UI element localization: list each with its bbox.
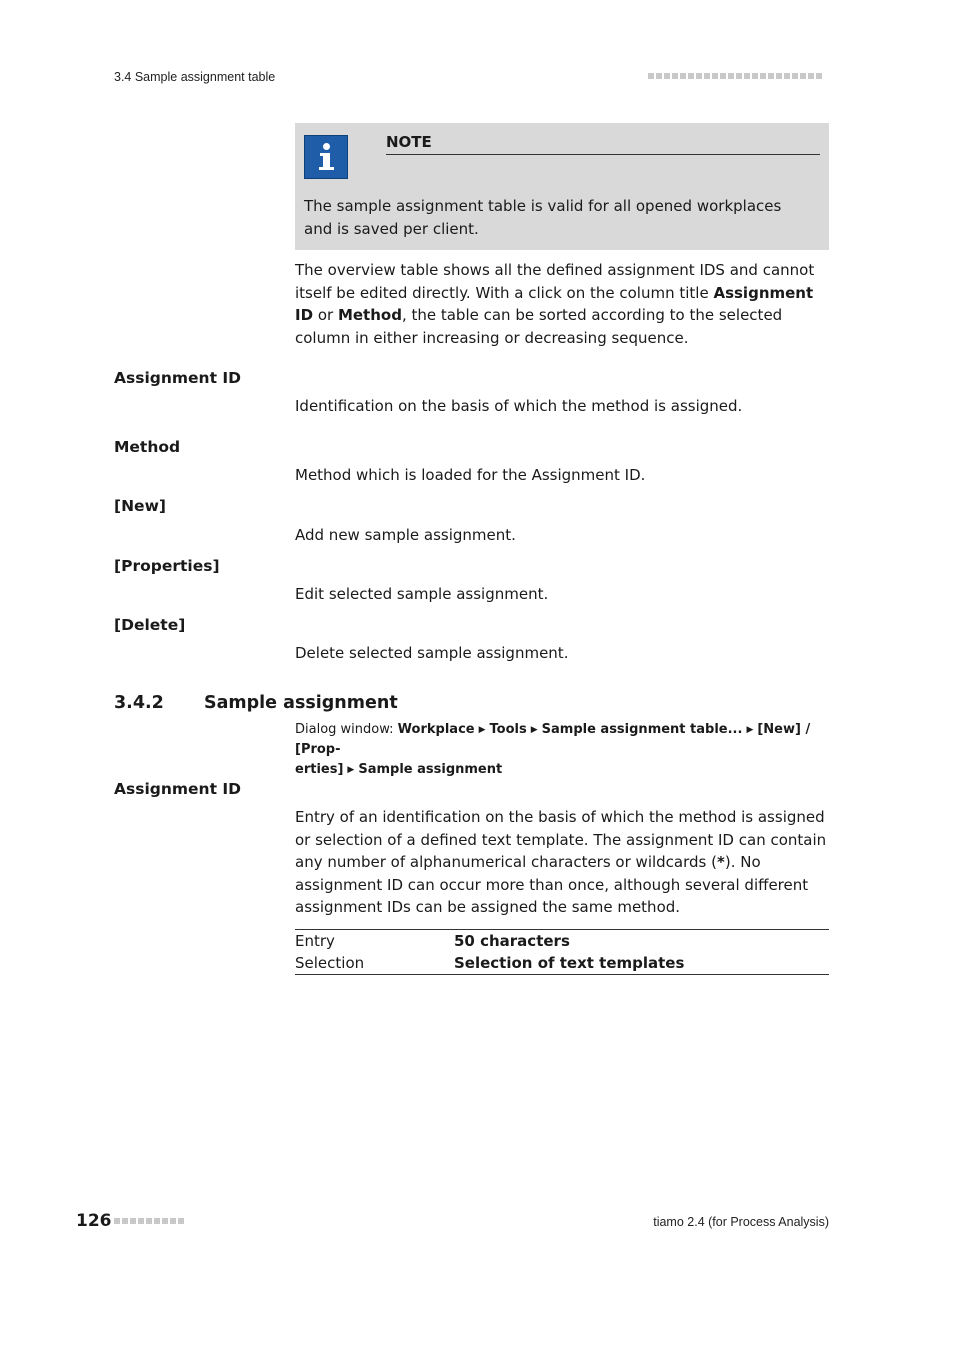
desc-sample-assignment-id: Entry of an identification on the basis of which the method is assigned or selection of a defined text template. The assignment ID can contain any number of alphanumerical characters or wildcards (*). No assignment ID can occur more than once, although several different assignment IDs can be assigned the same method. xyxy=(295,808,827,916)
section-number: 3.4.2 xyxy=(114,693,164,713)
term-new: [New] xyxy=(114,497,166,515)
table-row xyxy=(295,952,829,974)
note-text: The sample assignment table is valid for all opened workplaces and is saved per client. xyxy=(304,197,782,238)
running-header-section: 3.4 Sample assignment table xyxy=(114,70,276,84)
param-value: Selection of text templates xyxy=(454,954,685,972)
path-arrow-icon: ▶ xyxy=(746,725,754,735)
desc-properties: Edit selected sample assignment. xyxy=(295,585,549,603)
desc-delete: Delete selected sample assignment. xyxy=(295,644,569,662)
path-arrow-icon: ▶ xyxy=(478,725,486,735)
path-arrow-icon: ▶ xyxy=(347,765,355,775)
footer-dot-rule xyxy=(114,1218,184,1224)
term-properties: [Properties] xyxy=(114,557,220,575)
info-icon xyxy=(304,135,348,179)
header-dot-rule xyxy=(648,73,822,79)
table-row xyxy=(295,930,829,952)
parameter-table xyxy=(295,929,829,975)
desc-assignment-id: Identification on the basis of which the method is assigned. xyxy=(295,397,743,415)
section-title: Sample assignment xyxy=(204,693,398,713)
term-method: Method xyxy=(114,438,181,456)
term-assignment-id: Assignment ID xyxy=(114,369,242,387)
page-number: 126 xyxy=(76,1211,112,1231)
dialog-path: Dialog window: Workplace ▶ Tools ▶ Sample assignment table... ▶ [New] / [Prop- erties] ▶ Sample assignment xyxy=(295,722,811,777)
note-box xyxy=(295,123,829,250)
param-label: Selection xyxy=(295,954,365,972)
param-label: Entry xyxy=(295,932,335,950)
desc-new: Add new sample assignment. xyxy=(295,526,516,544)
footer-product: tiamo 2.4 (for Process Analysis) xyxy=(653,1215,829,1229)
note-title: NOTE xyxy=(386,133,820,155)
term-delete: [Delete] xyxy=(114,616,186,634)
intro-paragraph: The overview table shows all the defined assignment IDS and cannot itself be edited directly. With a click on the column title Assignment ID or Method, the table can be sorted according to the selected column in either increasing or decreasing sequence. xyxy=(295,261,815,347)
param-value: 50 characters xyxy=(454,932,570,950)
path-arrow-icon: ▶ xyxy=(530,725,538,735)
desc-method: Method which is loaded for the Assignment ID. xyxy=(295,466,646,484)
term-sample-assignment-id: Assignment ID xyxy=(114,780,242,798)
